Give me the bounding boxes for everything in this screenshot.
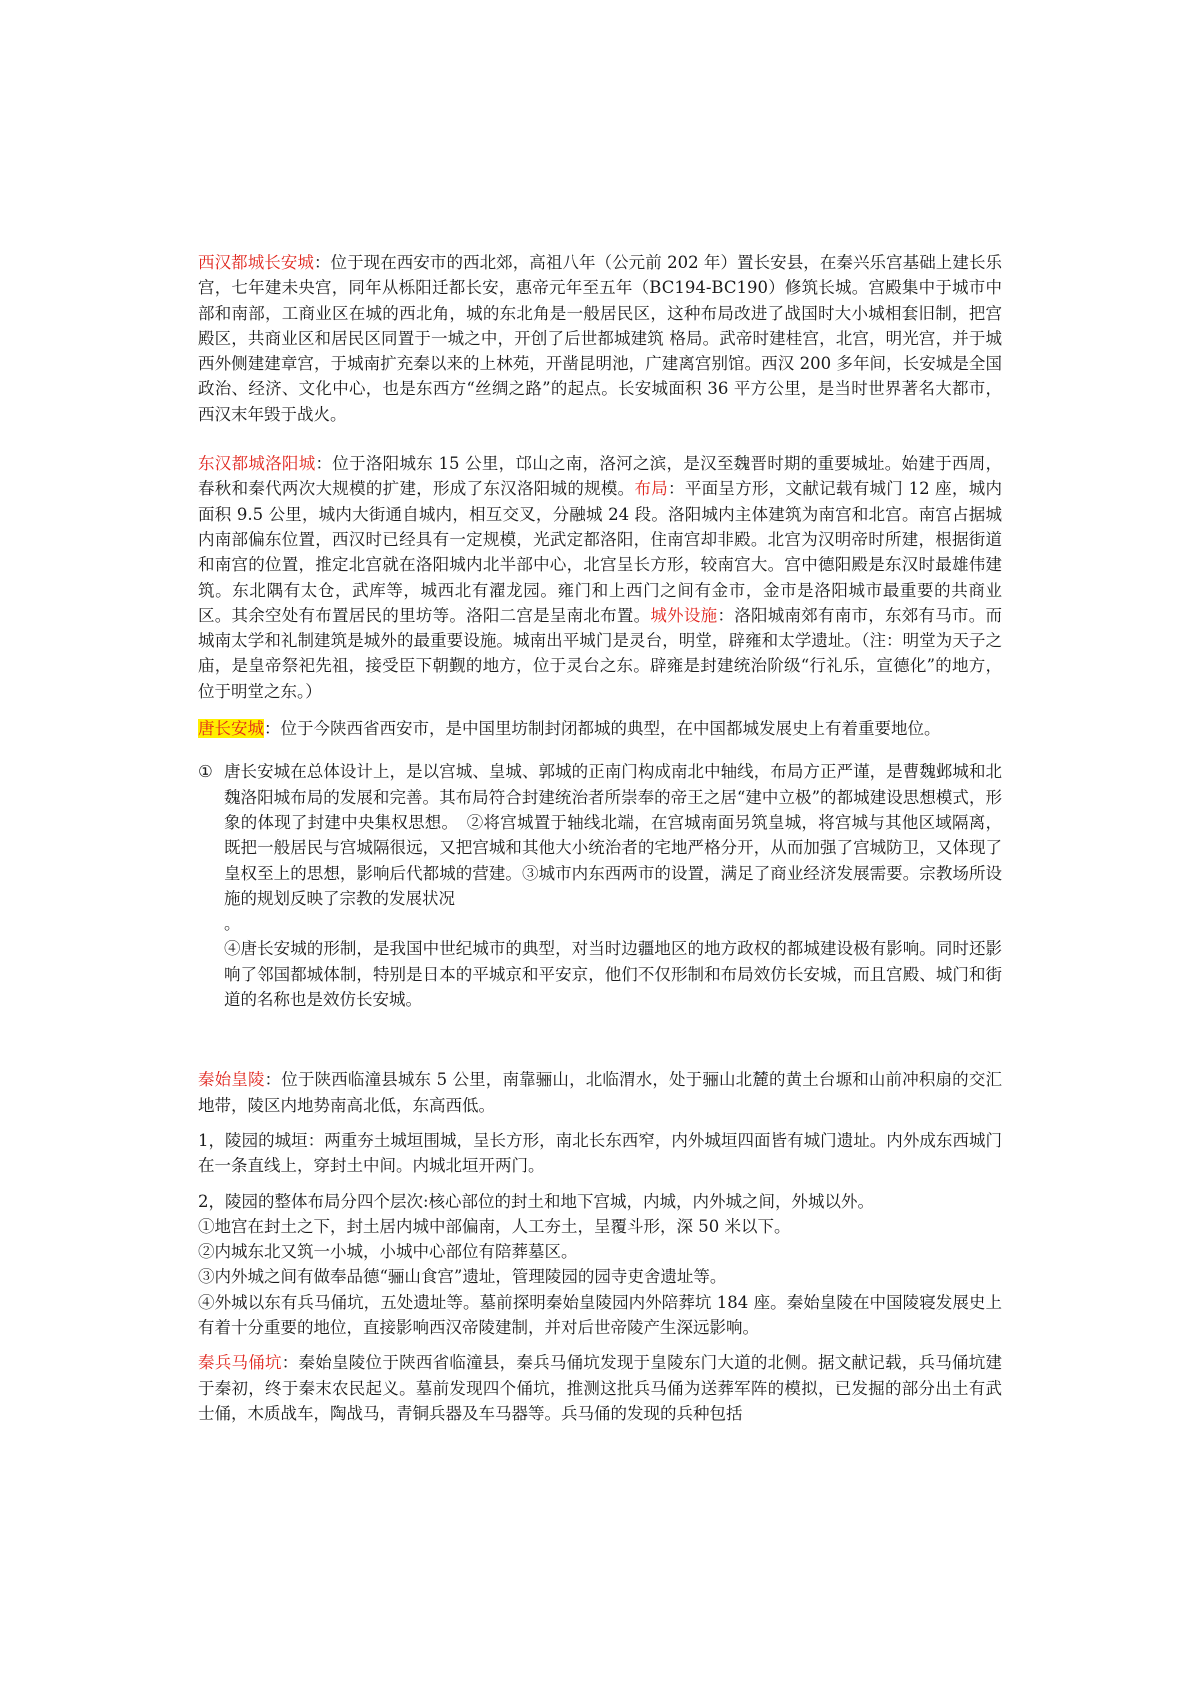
section-luoyang xyxy=(198,451,1002,704)
section-qin-ling xyxy=(198,1067,1002,1118)
qin-ling-line: ①地宫在封土之下，封土居内城中部偏南，人工夯土，呈覆斗形，深 50 米以下。 xyxy=(198,1216,791,1236)
tang-list-item xyxy=(198,759,1002,1012)
qin-ling-line: ②内城东北又筑一小城，小城中心部位有陪葬墓区。 xyxy=(198,1242,578,1262)
section-body-terracotta: ：秦始皇陵位于陕西省临潼县，秦兵马俑坑发现于皇陵东门大道的北侧。据文献记载，兵马俑坑建于秦初，终于秦末农民起义。墓前发现四个俑坑，推测这批兵马俑为送葬军阵的模拟，已发掘的部分出土有武士俑，木质战车，陶战马，青铜兵器及车马器等。兵马俑的发现的兵种包括 xyxy=(198,1353,1003,1423)
tang-list-item-body xyxy=(224,759,1002,1012)
qin-ling-line: ③内外城之间有做奉品德“骊山食宫”遗址，管理陵园的园寺吏舍遗址等。 xyxy=(198,1267,727,1287)
qin-ling-para-1: 1，陵园的城垣：两重夯土城垣围城，呈长方形，南北长东西窄，内外城垣四面皆有城门遗址。内外成东西城门在一条直线上，穿封土中间。内城北垣开两门。 xyxy=(198,1130,1002,1176)
qin-ling-para-2 xyxy=(198,1189,1002,1341)
section-xian xyxy=(198,250,1002,427)
tang-item-text-dot: 。 xyxy=(224,914,241,934)
label-outer-facilities: 城外设施 xyxy=(650,605,718,625)
qin-ling-line: 2，陵园的整体布局分四个层次:核心部位的封土和地下宫城，内城，内外城之间，外城以外。 xyxy=(198,1191,875,1211)
section-title-tang: 唐长安城 xyxy=(198,719,264,739)
section-terracotta xyxy=(198,1350,1002,1426)
section-body-tang: ：位于今陕西省西安市，是中国里坊制封闭都城的典型，在中国都城发展史上有着重要地位。 xyxy=(264,719,941,739)
list-marker: ① xyxy=(198,762,213,782)
section-body-luoyang-1: ：位于洛阳城东 15 公里，邙山之南，洛河之滨，是汉至魏晋时期的重要城址。始建于西周，春秋和秦代两次大规模的扩建，形成了东汉洛阳城的规模。 xyxy=(198,454,1002,499)
section-body-qin-ling: ：位于陕西临潼县城东 5 公里，南靠骊山，北临渭水，处于骊山北麓的黄土台塬和山前冲积扇的交汇地带，陵区内地势南高北低，东高西低。 xyxy=(198,1070,1002,1115)
section-title-qin-ling: 秦始皇陵 xyxy=(198,1070,265,1090)
section-title-xian: 西汉都城长安城 xyxy=(198,253,314,272)
section-title-terracotta: 秦兵马俑坑 xyxy=(198,1353,282,1373)
section-body-luoyang-3: ：洛阳城南郊有南市，东郊有马市。而城南太学和礼制建筑是城外的最重要设施。城南出平城门是灵台，明堂，辟雍和太学遗址。（注：明堂为天子之庙，是皇帝祭祀先祖，接受臣下朝觐的地方，位于灵台之东。辟雍是封建统治阶级“行礼乐，宣德化”的地方，位于明堂之东。） xyxy=(198,605,1003,701)
section-tang xyxy=(198,716,1002,741)
tang-item-text-a: 唐长安城在总体设计上，是以宫城、皇城、郭城的正南门构成南北中轴线，布局方正严谨，是曹魏邺城和北魏洛阳城布局的发展和完善。其布局符合封建统治者所崇奉的帝王之居“建中立极”的都城建设思想模式，形象的体现了封建中央集权思想。 ②将宫城置于轴线北端，在宫城南面另筑皇城，将宫城与其他区域隔离，既把一般居民与宫城隔很远，又把宫城和其他大小统治者的宅地严格分开，从而加强了宫城防卫，又体现了皇权至上的思想，影响后代都城的营建。③城市内东西两市的设置，满足了商业经济发展需要。宗教场所设施的规划反映了宗教的发展状况 xyxy=(224,762,1002,908)
document-page xyxy=(198,250,1002,1426)
tang-item-text-b: ④唐长安城的形制，是我国中世纪城市的典型，对当时边疆地区的地方政权的都城建设极有影响。同时还影响了邻国都城体制，特别是日本的平城京和平安京，他们不仅形制和布局效仿长安城，而且宫殿、城门和街道的名称也是效仿长安城。 xyxy=(224,939,1002,1010)
section-body-luoyang-2: ：平面呈方形，文献记载有城门 12 座，城内面积 9.5 公里，城内大街通自城内，相互交叉，分融城 24 段。洛阳城内主体建筑为南宫和北宫。南宫占据城内南部偏东位置，西汉时已经具有一定规模，光武定都洛阳，住南宫却非殿。北宫为汉明帝时所建，根据街道和南宫的位置，推定北宫就在洛阳城内北半部中心，北宫呈长方形，较南宫大。宫中德阳殿是东汉时最雄伟建筑。东北隅有太仓，武库等，城西北有濯龙园。雍门和上西门之间有金市，金市是洛阳城市最重要的共商业区。其余空处有布置居民的里坊等。洛阳二宫是呈南北布置。 xyxy=(198,479,1002,625)
label-layout: 布局 xyxy=(634,479,669,499)
section-title-luoyang: 东汉都城洛阳城 xyxy=(198,454,316,474)
section-body-xian: ：位于现在西安市的西北郊，高祖八年（公元前 202 年）置长安县，在秦兴乐宫基础上建长乐宫，七年建未央宫，同年从栎阳迁都长安，惠帝元年至五年（BC194-BC190）修筑长城。宫殿集中于城市中部和南部，工商业区在城的西北角，城的东北角是一般居民区，这种布局改进了战国时大小城相套旧制，把宫殿区，共商业区和居民区同置于一城之中，开创了后世都城建筑 格局。武帝时建桂宫，北宫，明光宫，并于城西外侧建建章宫，于城南扩充秦以来的上林苑，开凿昆明池，广建离宫别馆。西汉 200 多年间，长安城是全国政治、经济、文化中心，也是东西方“丝绸之路”的起点。长安城面积 36 平方公里，是当时世界著名大都市，西汉末年毁于战火。 xyxy=(198,253,1003,424)
qin-ling-line: ④外城以东有兵马俑坑，五处遗址等。墓前探明秦始皇陵园内外陪葬坑 184 座。秦始皇陵在中国陵寝发展史上有着十分重要的地位，直接影响西汉帝陵建制，并对后世帝陵产生深远影响。 xyxy=(198,1292,1002,1337)
